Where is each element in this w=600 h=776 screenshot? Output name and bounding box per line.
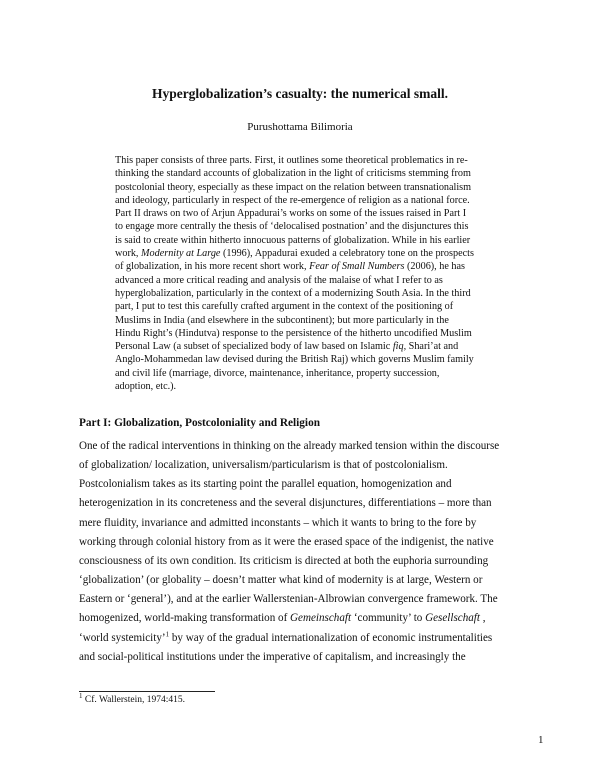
term-gemeinschaft: Gemeinschaft: [290, 612, 352, 625]
footnote-marker: 1: [79, 691, 83, 700]
abstract-line: hyperglobalization, particularly in the context of a modernizing South Asia. In the third: [115, 287, 471, 299]
book-title-fear-of-small-numbers: Fear of Small Numbers: [309, 261, 405, 273]
body-line: working through colonial history from as it were the erased space of the indigenist, the native: [79, 535, 494, 548]
abstract-line: Hindu Right’s (Hindutva) response to the persistence of the hitherto uncodified Muslim: [115, 327, 472, 339]
body-line: Postcolonialism takes as its starting point the parallel equation, homogenization and: [79, 478, 452, 491]
abstract-line: and ideology, particularly in respect of the re-emergence of religion as a national force.: [115, 194, 470, 206]
abstract-line: Part II draws on two of Arjun Appadurai’s works on some of the issues raised in Part I: [115, 208, 467, 220]
paper-title: Hyperglobalization’s casualty: the numerical small.: [151, 86, 449, 101]
author-name: Purushottama Bilimoria: [247, 121, 353, 133]
body-line: of globalization/ localization, universalism/particularism is that of postcolonialism.: [79, 459, 448, 472]
term-fiq: fiq,: [392, 341, 407, 353]
abstract: [115, 154, 488, 393]
body-line: ‘world systemicity’$^1$ by way of the gradual internationalization of economic instrumentalities: [79, 629, 493, 644]
body-line: homogenized, world-making transformation of Gemeinschaft ‘community’ to Gesellschaft ,: [79, 612, 486, 625]
abstract-line: thinking the standard accounts of globalization in the light of criticisms stemming from: [115, 168, 471, 180]
body-line: ‘globalization’ (or globality – doesn’t matter what kind of modernity is at large, Western or: [79, 574, 483, 587]
abstract-line: Anglo-Mohammedan law devised during the British Raj) which governs Muslim family: [115, 354, 474, 366]
footnote-text: Cf. Wallerstein, 1974:415.: [82, 695, 185, 705]
section-heading: Part I: Globalization, Postcoloniality and Religion: [79, 417, 321, 429]
abstract-line: is said to create within hitherto innocuous patterns of globalization. While in his earlier: [115, 234, 471, 246]
footnote: [79, 691, 185, 705]
footnote-divider: [79, 691, 215, 692]
body-line: heterogenization in its concreteness and the several disjunctures, differentiations – more than: [79, 497, 492, 510]
abstract-line: postcolonial theory, especially as these impact on the relation between transnationalism: [115, 181, 472, 193]
abstract-line: adoption, etc.).: [115, 381, 177, 393]
body-line: Eastern or ‘general’), and at the earlier Wallerstenian-Albrowian convergence framework. The: [79, 593, 498, 606]
body-line: and social-political institutions under the imperative of capitalism, and increasingly the: [79, 650, 466, 663]
page-number: 1: [538, 734, 544, 746]
abstract-line: and civil life (marriage, divorce, maintenance, inheritance, property succession,: [115, 367, 440, 379]
book-title-modernity-at-large: Modernity at Large: [141, 248, 221, 260]
abstract-line: advanced a more critical reading and analysis of the malaise of what I refer to as: [115, 274, 443, 286]
abstract-line: Personal Law (a subset of specialized body of law based on Islamic fiq, Shari’at and: [115, 341, 459, 353]
abstract-line: This paper consists of three parts. First, it outlines some theoretical problematics in re-: [115, 155, 468, 166]
abstract-line: to engage more centrally the thesis of ‘delocalised postnation’ and the disjunctures this: [115, 221, 469, 233]
body-line: One of the radical interventions in thinking on the already marked tension within the discourse: [79, 440, 500, 452]
abstract-line: of globalization, in his more recent short work, Fear of Small Numbers (2006), he has: [115, 261, 466, 273]
body-text: [79, 437, 529, 667]
abstract-line: work, Modernity at Large (1996), Appadurai exuded a celebratory tone on the prospects: [115, 248, 474, 260]
body-line: consciousness of its own condition. Its criticism is directed at both the euphoria surrounding: [79, 554, 489, 567]
footnote-reference[interactable]: 1: [165, 629, 170, 638]
abstract-line: part, I put to test this carefully crafted argument in the context of the positioning of: [115, 301, 454, 313]
abstract-line: Muslims in India (and elsewhere in the subcontinent); but more particularly in the: [115, 314, 449, 326]
body-line: mere fluidity, invariance and admitted inconstants – which it wants to bring to the fore by: [79, 516, 477, 529]
term-gesellschaft: Gesellschaft: [425, 612, 480, 625]
